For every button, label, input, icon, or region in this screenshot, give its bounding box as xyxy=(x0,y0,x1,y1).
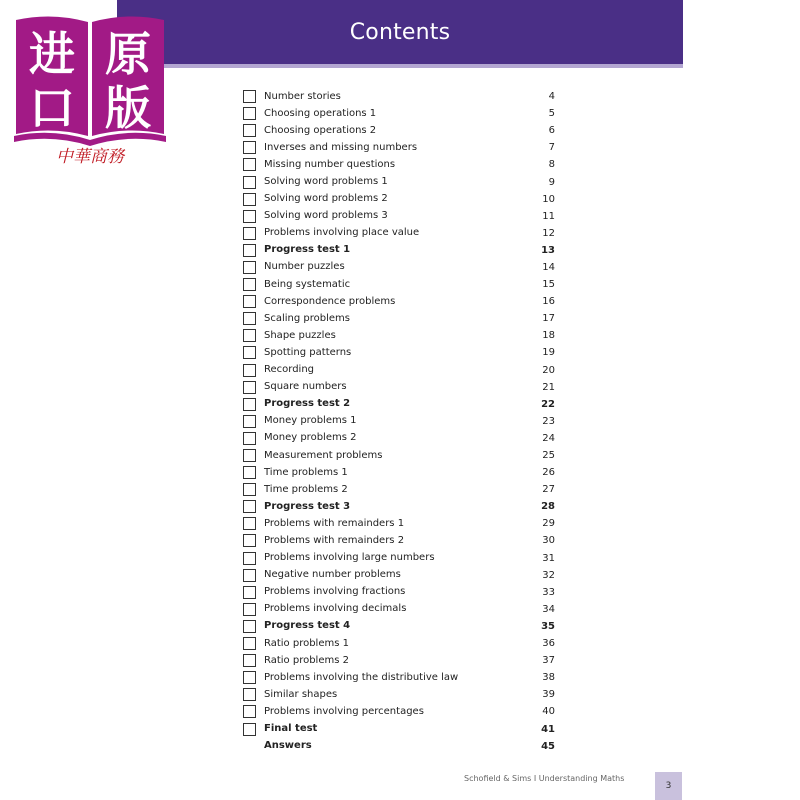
checkbox[interactable] xyxy=(243,637,256,650)
badge-char-1: 进 xyxy=(29,27,75,81)
checkbox[interactable] xyxy=(243,261,256,274)
toc-page-number: 4 xyxy=(548,91,555,103)
toc-page-number: 15 xyxy=(542,279,555,291)
toc-label: Shape puzzles xyxy=(264,329,336,341)
toc-page-number: 10 xyxy=(542,193,555,205)
import-original-badge xyxy=(12,12,168,172)
checkbox[interactable] xyxy=(243,107,256,120)
toc-page-number: 8 xyxy=(548,159,555,171)
toc-label: Number stories xyxy=(264,90,341,102)
checkbox[interactable] xyxy=(243,466,256,479)
toc-label: Money problems 2 xyxy=(264,432,357,444)
badge-char-4: 版 xyxy=(105,81,151,135)
toc-page-number: 14 xyxy=(542,261,555,273)
toc-row xyxy=(243,652,563,669)
toc-row xyxy=(243,208,563,225)
toc-page-number: 45 xyxy=(541,740,555,752)
checkbox[interactable] xyxy=(243,500,256,513)
toc-row xyxy=(243,225,563,242)
toc-page-number: 30 xyxy=(542,535,555,547)
checkbox[interactable] xyxy=(243,193,256,206)
toc-row xyxy=(243,601,563,618)
toc-row xyxy=(243,686,563,703)
toc-label: Inverses and missing numbers xyxy=(264,141,418,153)
checkbox[interactable] xyxy=(243,415,256,428)
toc-label: Final test xyxy=(264,723,318,735)
checkbox[interactable] xyxy=(243,364,256,377)
toc-label: Negative number problems xyxy=(264,569,401,581)
toc-row xyxy=(243,396,563,413)
toc-page-number: 12 xyxy=(542,227,555,239)
checkbox[interactable] xyxy=(243,176,256,189)
checkbox[interactable] xyxy=(243,158,256,171)
toc-label: Scaling problems xyxy=(264,312,350,324)
toc-page-number: 5 xyxy=(548,108,555,120)
checkbox[interactable] xyxy=(243,227,256,240)
toc-label: Progress test 2 xyxy=(264,398,351,410)
toc-label: Number puzzles xyxy=(264,261,345,273)
checkbox[interactable] xyxy=(243,90,256,103)
toc-page-number: 7 xyxy=(548,142,555,154)
toc-label: Answers xyxy=(264,740,312,752)
toc-page-number: 34 xyxy=(542,603,555,615)
toc-label: Choosing operations 2 xyxy=(264,124,377,136)
toc-page-number: 13 xyxy=(541,244,555,256)
checkbox[interactable] xyxy=(243,398,256,411)
checkbox[interactable] xyxy=(243,295,256,308)
toc-row xyxy=(243,550,563,567)
toc-page-number: 40 xyxy=(542,706,555,718)
toc-row xyxy=(243,532,563,549)
checkbox[interactable] xyxy=(243,603,256,616)
toc-label: Spotting patterns xyxy=(264,346,352,358)
checkbox[interactable] xyxy=(243,569,256,582)
toc-row xyxy=(243,242,563,259)
toc-label: Problems with remainders 2 xyxy=(264,534,405,546)
toc-page-number: 17 xyxy=(542,313,555,325)
toc-row xyxy=(243,567,563,584)
toc-label: Ratio problems 1 xyxy=(264,637,349,649)
toc-label: Time problems 1 xyxy=(264,466,348,478)
toc-row xyxy=(243,344,563,361)
toc-row xyxy=(243,635,563,652)
checkbox[interactable] xyxy=(243,432,256,445)
checkbox[interactable] xyxy=(243,278,256,291)
toc-label: Problems involving fractions xyxy=(264,586,406,598)
checkbox[interactable] xyxy=(243,534,256,547)
toc-row xyxy=(243,191,563,208)
toc-row xyxy=(243,447,563,464)
toc-page-number: 41 xyxy=(541,723,555,735)
checkbox[interactable] xyxy=(243,723,256,736)
toc-label: Solving word problems 1 xyxy=(264,176,388,188)
checkbox[interactable] xyxy=(243,671,256,684)
checkbox[interactable] xyxy=(243,688,256,701)
toc-page-number: 20 xyxy=(542,364,555,376)
toc-row xyxy=(243,310,563,327)
toc-label: Problems involving the distributive law xyxy=(264,671,459,683)
toc-page-number: 23 xyxy=(542,415,555,427)
toc-row xyxy=(243,430,563,447)
toc-row xyxy=(243,88,563,105)
toc-row xyxy=(243,720,563,737)
toc-row xyxy=(243,618,563,635)
toc-row xyxy=(243,379,563,396)
toc-row xyxy=(243,327,563,344)
checkbox[interactable] xyxy=(243,449,256,462)
toc-label: Ratio problems 2 xyxy=(264,654,349,666)
toc-label: Problems involving large numbers xyxy=(264,552,435,564)
toc-row xyxy=(243,362,563,379)
checkbox[interactable] xyxy=(243,381,256,394)
toc-page-number: 27 xyxy=(542,484,555,496)
toc-label: Progress test 4 xyxy=(264,620,351,632)
toc-label: Similar shapes xyxy=(264,688,338,700)
checkbox[interactable] xyxy=(243,329,256,342)
toc-label: Correspondence problems xyxy=(264,295,396,307)
header-rule xyxy=(117,64,683,68)
toc-page-number: 19 xyxy=(542,347,555,359)
toc-page-number: 28 xyxy=(541,501,555,513)
toc-page-number: 24 xyxy=(542,432,555,444)
footer-publisher: Schofield & Sims I Understanding Maths xyxy=(464,774,625,783)
toc-row xyxy=(243,259,563,276)
toc-label: Square numbers xyxy=(264,381,347,393)
checkbox[interactable] xyxy=(243,244,256,257)
checkbox[interactable] xyxy=(243,654,256,667)
toc-row xyxy=(243,498,563,515)
toc-page-number: 39 xyxy=(542,689,555,701)
toc-page-number: 11 xyxy=(542,210,555,222)
toc-label: Progress test 1 xyxy=(264,244,351,256)
badge-subtitle: 中華商務 xyxy=(56,147,124,167)
toc-page-number: 26 xyxy=(542,467,555,479)
toc-row xyxy=(243,105,563,122)
contents-list xyxy=(243,88,563,755)
checkbox[interactable] xyxy=(243,586,256,599)
toc-row xyxy=(243,669,563,686)
toc-label: Progress test 3 xyxy=(264,500,351,512)
toc-row xyxy=(243,173,563,190)
open-book-logo-icon xyxy=(12,12,168,172)
toc-row xyxy=(243,703,563,720)
toc-page-number: 29 xyxy=(542,518,555,530)
checkbox[interactable] xyxy=(243,124,256,137)
toc-page-number: 38 xyxy=(542,672,555,684)
toc-row xyxy=(243,413,563,430)
checkbox[interactable] xyxy=(243,705,256,718)
toc-page-number: 32 xyxy=(542,569,555,581)
checkbox-placeholder xyxy=(243,740,256,753)
toc-label: Time problems 2 xyxy=(264,483,348,495)
toc-row xyxy=(243,515,563,532)
toc-page-number: 22 xyxy=(541,398,555,410)
toc-label: Money problems 1 xyxy=(264,415,357,427)
toc-page-number: 31 xyxy=(542,552,555,564)
page-number: 3 xyxy=(655,772,682,800)
checkbox[interactable] xyxy=(243,312,256,325)
toc-label: Problems involving place value xyxy=(264,227,420,239)
checkbox[interactable] xyxy=(243,552,256,565)
toc-label: Recording xyxy=(264,364,315,376)
badge-char-3: 口 xyxy=(29,81,75,135)
toc-page-number: 9 xyxy=(548,176,555,188)
toc-label: Problems with remainders 1 xyxy=(264,517,405,529)
toc-page-number: 16 xyxy=(542,296,555,308)
toc-row xyxy=(243,139,563,156)
checkbox[interactable] xyxy=(243,620,256,633)
toc-row xyxy=(243,156,563,173)
toc-row xyxy=(243,276,563,293)
toc-page-number: 18 xyxy=(542,330,555,342)
toc-row xyxy=(243,738,563,755)
toc-label: Measurement problems xyxy=(264,449,383,461)
toc-label: Problems involving decimals xyxy=(264,603,407,615)
page-title: Contents xyxy=(349,19,451,45)
toc-page-number: 33 xyxy=(542,586,555,598)
toc-row xyxy=(243,293,563,310)
toc-page-number: 37 xyxy=(542,655,555,667)
checkbox[interactable] xyxy=(243,483,256,496)
badge-char-2: 原 xyxy=(105,27,151,81)
checkbox[interactable] xyxy=(243,210,256,223)
toc-label: Being systematic xyxy=(264,278,351,290)
toc-page-number: 6 xyxy=(548,125,555,137)
toc-label: Solving word problems 2 xyxy=(264,193,388,205)
toc-row xyxy=(243,464,563,481)
toc-label: Problems involving percentages xyxy=(264,705,424,717)
toc-page-number: 36 xyxy=(542,638,555,650)
toc-row xyxy=(243,481,563,498)
checkbox[interactable] xyxy=(243,141,256,154)
toc-row xyxy=(243,584,563,601)
toc-label: Missing number questions xyxy=(264,158,396,170)
toc-page-number: 25 xyxy=(542,450,555,462)
toc-page-number: 21 xyxy=(542,381,555,393)
toc-row xyxy=(243,122,563,139)
checkbox[interactable] xyxy=(243,346,256,359)
toc-label: Choosing operations 1 xyxy=(264,107,377,119)
toc-page-number: 35 xyxy=(541,620,555,632)
toc-label: Solving word problems 3 xyxy=(264,210,388,222)
checkbox[interactable] xyxy=(243,517,256,530)
